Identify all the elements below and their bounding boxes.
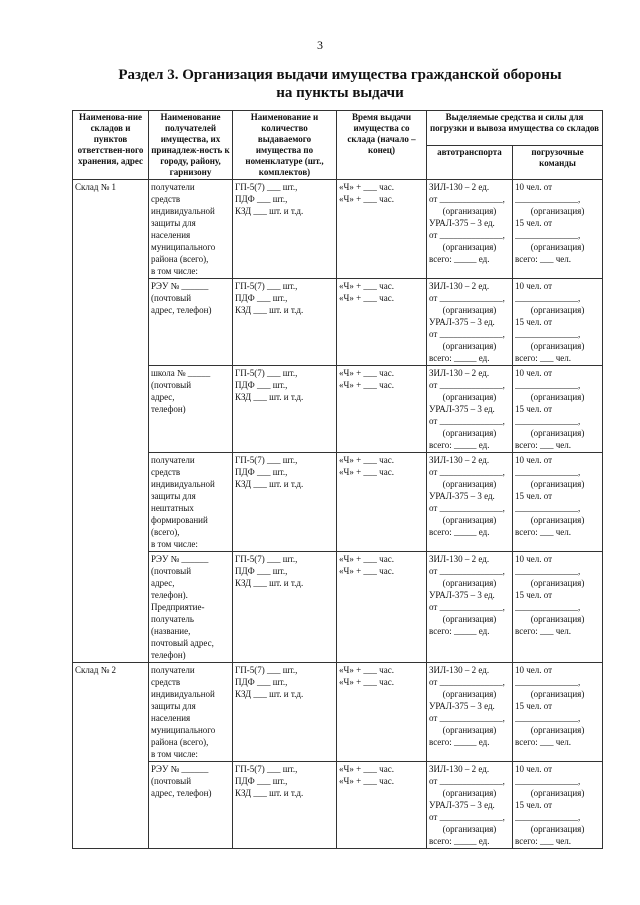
warehouse-cell (73, 180, 149, 279)
items-cell (233, 552, 337, 663)
cell-text-line: 15 чел. от (515, 590, 553, 600)
cell-text-line: ЗИЛ-130 – 2 ед. (429, 554, 490, 564)
transport-cell (427, 366, 513, 453)
warehouse-name: Склад № 1 (75, 182, 117, 192)
cell-text-line: индивидуальной (151, 689, 215, 699)
cell-text-line: индивидуальной (151, 206, 215, 216)
cell-text-line: муниципального (151, 242, 216, 252)
cell-text-line: «Ч» + ___ час. (339, 182, 394, 192)
table-body (73, 180, 603, 849)
cell-text-line: КЗД ___ шт. и т.д. (235, 305, 304, 315)
cell-text-line: ______________, (515, 467, 581, 477)
header-warehouse: Наименова-ние складов и пунктов ответствен-ного хранения, адрес (73, 111, 149, 180)
cell-text-line: (организация) (442, 689, 497, 699)
cell-text-line: УРАЛ-375 – 3 ед. (429, 317, 495, 327)
table-row (73, 453, 603, 552)
page-number: 3 (317, 38, 323, 52)
cell-text-line: (организация) (530, 614, 585, 624)
cell-text-line: всего: _____ ед. (429, 626, 490, 636)
cell-text-line: «Ч» + ___ час. (339, 776, 394, 786)
cell-text-line: КЗД ___ шт. и т.д. (235, 578, 304, 588)
cell-text-line: от ______________, (429, 776, 505, 786)
cell-text-line: телефон) (151, 404, 186, 414)
recipient-cell (149, 552, 233, 663)
cell-text-line: от ______________, (429, 677, 505, 687)
cell-text-line: 10 чел. от (515, 182, 553, 192)
cell-text-line: адрес, (151, 578, 175, 588)
loading-team-cell (513, 279, 603, 366)
items-cell (233, 279, 337, 366)
cell-text-line: ______________, (515, 194, 581, 204)
cell-text-line: адрес, телефон) (151, 305, 212, 315)
section-title-line-2: на пункты выдачи (276, 85, 404, 101)
cell-text-line: 15 чел. от (515, 317, 553, 327)
cell-text-line: «Ч» + ___ час. (339, 380, 394, 390)
cell-text-line: (организация) (442, 515, 497, 525)
cell-text-line: в том числе: (151, 539, 198, 549)
cell-text-line: от ______________, (429, 293, 505, 303)
cell-text-line: населения (151, 713, 191, 723)
loading-team-cell (513, 180, 603, 279)
cell-text-line: всего: _____ ед. (429, 440, 490, 450)
cell-text-line: всего: ___ чел. (515, 737, 572, 747)
cell-text-line: «Ч» + ___ час. (339, 665, 394, 675)
recipient-cell (149, 366, 233, 453)
cell-text-line: получатель (151, 614, 195, 624)
recipient-cell (149, 279, 233, 366)
cell-text-line: ______________, (515, 380, 581, 390)
cell-text-line: всего: _____ ед. (429, 737, 490, 747)
cell-text-line: индивидуальной (151, 479, 215, 489)
table-row (73, 663, 603, 762)
cell-text-line: УРАЛ-375 – 3 ед. (429, 701, 495, 711)
cell-text-line: в том числе: (151, 749, 198, 759)
time-cell (337, 663, 427, 762)
warehouse-cell (73, 279, 149, 366)
cell-text-line: (организация) (530, 479, 585, 489)
cell-text-line: ______________, (515, 812, 581, 822)
cell-text-line: РЭУ № ______ (151, 281, 209, 291)
time-cell (337, 762, 427, 849)
cell-text-line: РЭУ № ______ (151, 764, 209, 774)
cell-text-line: получатели (151, 665, 195, 675)
time-cell (337, 552, 427, 663)
cell-text-line: ГП-5(7) ___ шт., (235, 665, 298, 675)
cell-text-line: КЗД ___ шт. и т.д. (235, 392, 304, 402)
table-row (73, 552, 603, 663)
warehouse-cell (73, 762, 149, 849)
cell-text-line: ______________, (515, 230, 581, 240)
cell-text-line: (организация) (530, 206, 585, 216)
cell-text-line: ______________, (515, 416, 581, 426)
cell-text-line: (почтовый (151, 776, 192, 786)
table-row (73, 180, 603, 279)
cell-text-line: от ______________, (429, 602, 505, 612)
cell-text-line: «Ч» + ___ час. (339, 281, 394, 291)
cell-text-line: ПДФ ___ шт., (235, 380, 288, 390)
cell-text-line: (организация) (442, 305, 497, 315)
cell-text-line: от ______________, (429, 467, 505, 477)
cell-text-line: ГП-5(7) ___ шт., (235, 554, 298, 564)
cell-text-line: от ______________, (429, 194, 505, 204)
cell-text-line: (организация) (530, 788, 585, 798)
loading-team-cell (513, 453, 603, 552)
warehouse-cell (73, 552, 149, 663)
cell-text-line: ______________, (515, 566, 581, 576)
time-cell (337, 366, 427, 453)
header-transport: автотранспорта (427, 145, 513, 180)
distribution-table (72, 110, 603, 849)
cell-text-line: нештатных (151, 503, 194, 513)
cell-text-line: ГП-5(7) ___ шт., (235, 368, 298, 378)
cell-text-line: от ______________, (429, 230, 505, 240)
cell-text-line: получатели (151, 182, 195, 192)
cell-text-line: телефон) (151, 650, 186, 660)
section-title (90, 66, 590, 102)
cell-text-line: средств (151, 194, 181, 204)
cell-text-line: «Ч» + ___ час. (339, 677, 394, 687)
cell-text-line: «Ч» + ___ час. (339, 368, 394, 378)
table-header-row (73, 111, 603, 146)
cell-text-line: 10 чел. от (515, 368, 553, 378)
recipient-cell (149, 453, 233, 552)
cell-text-line: (организация) (442, 578, 497, 588)
transport-cell (427, 552, 513, 663)
cell-text-line: (организация) (442, 242, 497, 252)
recipient-cell (149, 180, 233, 279)
cell-text-line: от ______________, (429, 416, 505, 426)
warehouse-cell (73, 453, 149, 552)
cell-text-line: адрес, (151, 392, 175, 402)
cell-text-line: от ______________, (429, 812, 505, 822)
cell-text-line: от ______________, (429, 380, 505, 390)
cell-text-line: 10 чел. от (515, 554, 553, 564)
transport-cell (427, 180, 513, 279)
header-time: Время выдачи имущества со склада (начало – конец) (337, 111, 427, 180)
cell-text-line: в том числе: (151, 266, 198, 276)
cell-text-line: УРАЛ-375 – 3 ед. (429, 491, 495, 501)
cell-text-line: средств (151, 677, 181, 687)
cell-text-line: защиты для (151, 701, 196, 711)
cell-text-line: Предприятие- (151, 602, 205, 612)
cell-text-line: ЗИЛ-130 – 2 ед. (429, 455, 490, 465)
cell-text-line: всего: ___ чел. (515, 626, 572, 636)
cell-text-line: УРАЛ-375 – 3 ед. (429, 590, 495, 600)
cell-text-line: ______________, (515, 776, 581, 786)
transport-cell (427, 762, 513, 849)
cell-text-line: всего: ___ чел. (515, 353, 572, 363)
table-row (73, 366, 603, 453)
cell-text-line: 15 чел. от (515, 701, 553, 711)
cell-text-line: 10 чел. от (515, 281, 553, 291)
recipient-cell (149, 762, 233, 849)
cell-text-line: 10 чел. от (515, 455, 553, 465)
cell-text-line: (организация) (442, 479, 497, 489)
cell-text-line: всего: _____ ед. (429, 836, 490, 846)
cell-text-line: (организация) (530, 392, 585, 402)
cell-text-line: 15 чел. от (515, 404, 553, 414)
cell-text-line: (организация) (442, 824, 497, 834)
cell-text-line: (почтовый (151, 566, 192, 576)
cell-text-line: населения (151, 230, 191, 240)
cell-text-line: от ______________, (429, 566, 505, 576)
cell-text-line: (организация) (530, 689, 585, 699)
cell-text-line: всего: _____ ед. (429, 353, 490, 363)
cell-text-line: 10 чел. от (515, 764, 553, 774)
recipient-cell (149, 663, 233, 762)
cell-text-line: «Ч» + ___ час. (339, 467, 394, 477)
time-cell (337, 180, 427, 279)
section-title-line-1: Раздел 3. Организация выдачи имущества гражданской обороны (118, 67, 562, 83)
cell-text-line: 15 чел. от (515, 491, 553, 501)
cell-text-line: ЗИЛ-130 – 2 ед. (429, 665, 490, 675)
cell-text-line: (организация) (530, 578, 585, 588)
cell-text-line: средств (151, 467, 181, 477)
cell-text-line: КЗД ___ шт. и т.д. (235, 206, 304, 216)
cell-text-line: ПДФ ___ шт., (235, 467, 288, 477)
cell-text-line: ГП-5(7) ___ шт., (235, 764, 298, 774)
cell-text-line: ______________, (515, 677, 581, 687)
transport-cell (427, 279, 513, 366)
loading-team-cell (513, 663, 603, 762)
cell-text-line: (организация) (442, 788, 497, 798)
cell-text-line: от ______________, (429, 713, 505, 723)
cell-text-line: защиты для (151, 218, 196, 228)
time-cell (337, 279, 427, 366)
cell-text-line: муниципального (151, 725, 216, 735)
cell-text-line: (почтовый (151, 380, 192, 390)
cell-text-line: (организация) (442, 206, 497, 216)
warehouse-name: Склад № 2 (75, 665, 117, 675)
cell-text-line: КЗД ___ шт. и т.д. (235, 788, 304, 798)
items-cell (233, 366, 337, 453)
transport-cell (427, 453, 513, 552)
cell-text-line: ______________, (515, 329, 581, 339)
cell-text-line: телефон). (151, 590, 188, 600)
loading-team-cell (513, 762, 603, 849)
cell-text-line: ПДФ ___ шт., (235, 677, 288, 687)
cell-text-line: (почтовый (151, 293, 192, 303)
cell-text-line: ______________, (515, 293, 581, 303)
cell-text-line: (организация) (530, 341, 585, 351)
cell-text-line: 15 чел. от (515, 218, 553, 228)
warehouse-cell (73, 366, 149, 453)
header-items: Наименование и количество выдаваемого имущества по номенклатуре (шт., комплектов) (233, 111, 337, 180)
cell-text-line: всего: ___ чел. (515, 254, 572, 264)
cell-text-line: (организация) (530, 725, 585, 735)
cell-text-line: (организация) (442, 341, 497, 351)
cell-text-line: всего: _____ ед. (429, 254, 490, 264)
cell-text-line: (организация) (442, 725, 497, 735)
cell-text-line: района (всего), (151, 737, 209, 747)
cell-text-line: (организация) (442, 428, 497, 438)
cell-text-line: ГП-5(7) ___ шт., (235, 281, 298, 291)
time-cell (337, 453, 427, 552)
cell-text-line: «Ч» + ___ час. (339, 566, 394, 576)
cell-text-line: УРАЛ-375 – 3 ед. (429, 218, 495, 228)
cell-text-line: от ______________, (429, 329, 505, 339)
header-recipients: Наименование получателей имущества, их принадлеж-ность к городу, району, гарнизону (149, 111, 233, 180)
cell-text-line: «Ч» + ___ час. (339, 764, 394, 774)
cell-text-line: ______________, (515, 503, 581, 513)
cell-text-line: (организация) (442, 392, 497, 402)
cell-text-line: получатели (151, 455, 195, 465)
cell-text-line: адрес, телефон) (151, 788, 212, 798)
cell-text-line: ______________, (515, 602, 581, 612)
cell-text-line: района (всего), (151, 254, 209, 264)
cell-text-line: (организация) (442, 614, 497, 624)
cell-text-line: (организация) (530, 428, 585, 438)
cell-text-line: «Ч» + ___ час. (339, 194, 394, 204)
cell-text-line: ПДФ ___ шт., (235, 566, 288, 576)
cell-text-line: УРАЛ-375 – 3 ед. (429, 800, 495, 810)
cell-text-line: от ______________, (429, 503, 505, 513)
cell-text-line: УРАЛ-375 – 3 ед. (429, 404, 495, 414)
cell-text-line: формирований (151, 515, 208, 525)
cell-text-line: «Ч» + ___ час. (339, 554, 394, 564)
warehouse-cell (73, 663, 149, 762)
cell-text-line: ПДФ ___ шт., (235, 194, 288, 204)
cell-text-line: «Ч» + ___ час. (339, 455, 394, 465)
cell-text-line: ЗИЛ-130 – 2 ед. (429, 182, 490, 192)
items-cell (233, 180, 337, 279)
table-row (73, 762, 603, 849)
loading-team-cell (513, 552, 603, 663)
cell-text-line: ГП-5(7) ___ шт., (235, 182, 298, 192)
cell-text-line: почтовый адрес, (151, 638, 214, 648)
cell-text-line: ПДФ ___ шт., (235, 776, 288, 786)
cell-text-line: ЗИЛ-130 – 2 ед. (429, 368, 490, 378)
cell-text-line: ЗИЛ-130 – 2 ед. (429, 281, 490, 291)
cell-text-line: РЭУ № ______ (151, 554, 209, 564)
cell-text-line: всего: ___ чел. (515, 440, 572, 450)
cell-text-line: ПДФ ___ шт., (235, 293, 288, 303)
cell-text-line: КЗД ___ шт. и т.д. (235, 689, 304, 699)
loading-team-cell (513, 366, 603, 453)
cell-text-line: всего: _____ ед. (429, 527, 490, 537)
header-forces: Выделяемые средства и силы для погрузки и вывоза имущества со складов (427, 111, 603, 146)
table-row (73, 279, 603, 366)
cell-text-line: защиты для (151, 491, 196, 501)
items-cell (233, 663, 337, 762)
cell-text-line: (название, (151, 626, 191, 636)
cell-text-line: всего: ___ чел. (515, 527, 572, 537)
cell-text-line: школа № _____ (151, 368, 211, 378)
cell-text-line: 15 чел. от (515, 800, 553, 810)
cell-text-line: (организация) (530, 242, 585, 252)
transport-cell (427, 663, 513, 762)
items-cell (233, 453, 337, 552)
cell-text-line: (всего), (151, 527, 180, 537)
cell-text-line: ЗИЛ-130 – 2 ед. (429, 764, 490, 774)
cell-text-line: (организация) (530, 305, 585, 315)
cell-text-line: (организация) (530, 824, 585, 834)
cell-text-line: КЗД ___ шт. и т.д. (235, 479, 304, 489)
cell-text-line: всего: ___ чел. (515, 836, 572, 846)
header-loading-team: погрузочные команды (513, 145, 603, 180)
cell-text-line: ______________, (515, 713, 581, 723)
cell-text-line: «Ч» + ___ час. (339, 293, 394, 303)
cell-text-line: 10 чел. от (515, 665, 553, 675)
cell-text-line: (организация) (530, 515, 585, 525)
cell-text-line: ГП-5(7) ___ шт., (235, 455, 298, 465)
items-cell (233, 762, 337, 849)
